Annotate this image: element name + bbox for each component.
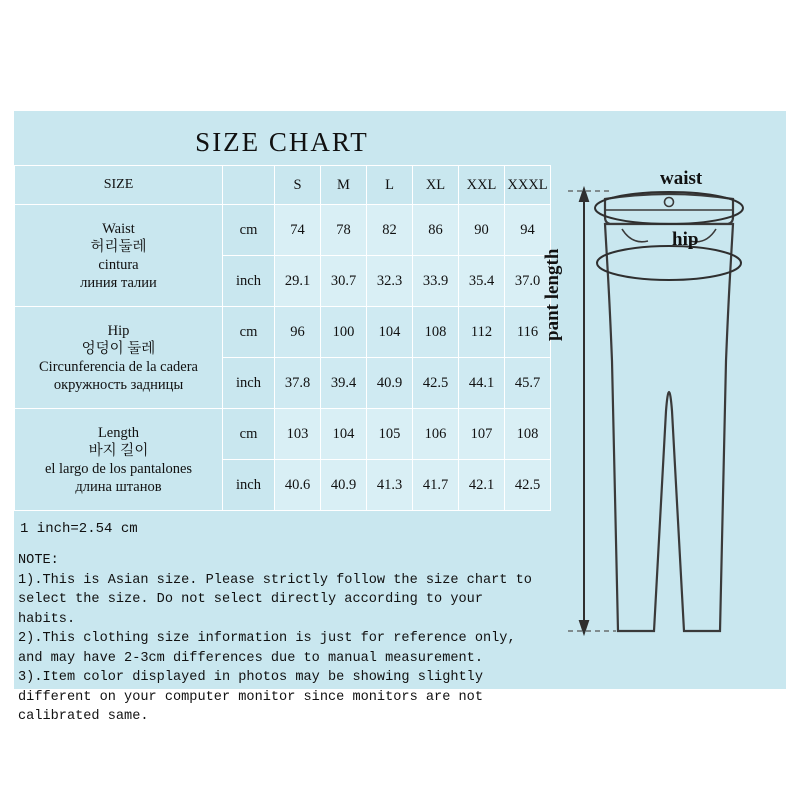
row-label-line: длина штанов (75, 478, 162, 495)
notes-block (18, 551, 548, 727)
header-size-xxxl: XXXL (505, 166, 551, 205)
row-label-line: el largo de los pantalones (44, 460, 193, 477)
unit-cell: inch (223, 256, 275, 307)
note-line: 3).Item color displayed in photos may be showing slightly different on your computer monitor since monitors are not calibrated same. (18, 670, 492, 724)
header-size-label: SIZE (15, 166, 223, 205)
value-cell: 42.5 (413, 358, 459, 409)
header-size-xl: XL (413, 166, 459, 205)
header-size-m: M (321, 166, 367, 205)
value-cell: 112 (459, 307, 505, 358)
value-cell: 37.0 (505, 256, 551, 307)
table-row (15, 409, 551, 460)
value-cell: 41.7 (413, 460, 459, 511)
table-row (15, 205, 551, 256)
value-cell: 40.9 (321, 460, 367, 511)
value-cell: 104 (321, 409, 367, 460)
header-unit-label (223, 166, 275, 205)
unit-cell: cm (223, 409, 275, 460)
size-table (14, 165, 551, 511)
value-cell: 103 (275, 409, 321, 460)
row-label-line: Length (97, 424, 140, 441)
hip-label: hip (672, 229, 699, 250)
size-chart-panel (14, 111, 786, 724)
header-size-l: L (367, 166, 413, 205)
value-cell: 86 (413, 205, 459, 256)
table-row (15, 307, 551, 358)
page-title: SIZE CHART (195, 127, 369, 157)
row-label-length (15, 409, 223, 511)
row-label-line: окружность задницы (53, 376, 184, 393)
value-cell: 108 (505, 409, 551, 460)
value-cell: 94 (505, 205, 551, 256)
value-cell: 40.6 (275, 460, 321, 511)
row-label-line: cintura (98, 256, 139, 273)
row-label-line: Waist (102, 220, 135, 237)
chart-left-column (14, 111, 550, 724)
value-cell: 107 (459, 409, 505, 460)
row-label-line: 엉덩이 둘레 (81, 340, 156, 357)
unit-cell: inch (223, 358, 275, 409)
waist-label: waist (660, 168, 703, 189)
value-cell: 42.5 (505, 460, 551, 511)
conversion-note: 1 inch=2.54 cm (20, 521, 138, 537)
row-label-line: 허리둘레 (90, 238, 147, 255)
chart-right-column (542, 111, 786, 689)
value-cell: 37.8 (275, 358, 321, 409)
value-cell: 105 (367, 409, 413, 460)
value-cell: 108 (413, 307, 459, 358)
note-line: 2).This clothing size information is just for reference only, and may have 2-3cm differences due to manual measurement. (18, 631, 524, 666)
value-cell: 116 (505, 307, 551, 358)
value-cell: 29.1 (275, 256, 321, 307)
unit-cell: cm (223, 307, 275, 358)
row-label-hip (15, 307, 223, 409)
value-cell: 39.4 (321, 358, 367, 409)
value-cell: 96 (275, 307, 321, 358)
value-cell: 45.7 (505, 358, 551, 409)
unit-cell: cm (223, 205, 275, 256)
header-size-xxl: XXL (459, 166, 505, 205)
value-cell: 78 (321, 205, 367, 256)
value-cell: 33.9 (413, 256, 459, 307)
value-cell: 41.3 (367, 460, 413, 511)
value-cell: 104 (367, 307, 413, 358)
value-cell: 40.9 (367, 358, 413, 409)
unit-cell: inch (223, 460, 275, 511)
row-label-line: 바지 길이 (88, 442, 149, 459)
header-size-s: S (275, 166, 321, 205)
row-label-waist (15, 205, 223, 307)
value-cell: 44.1 (459, 358, 505, 409)
row-label-line: Hip (107, 322, 130, 339)
value-cell: 35.4 (459, 256, 505, 307)
table-header-row (15, 166, 551, 205)
notes-heading: NOTE: (18, 553, 59, 568)
value-cell: 74 (275, 205, 321, 256)
value-cell: 106 (413, 409, 459, 460)
value-cell: 82 (367, 205, 413, 256)
pant-length-label: pant length (542, 248, 563, 341)
value-cell: 30.7 (321, 256, 367, 307)
value-cell: 32.3 (367, 256, 413, 307)
value-cell: 42.1 (459, 460, 505, 511)
value-cell: 90 (459, 205, 505, 256)
row-label-line: Circunferencia de la cadera (39, 358, 198, 375)
pants-diagram (550, 111, 786, 689)
note-line: 1).This is Asian size. Please strictly follow the size chart to select the size. Do not select directly according to your habits. (18, 572, 541, 627)
value-cell: 100 (321, 307, 367, 358)
row-label-line: линия талии (80, 274, 157, 291)
